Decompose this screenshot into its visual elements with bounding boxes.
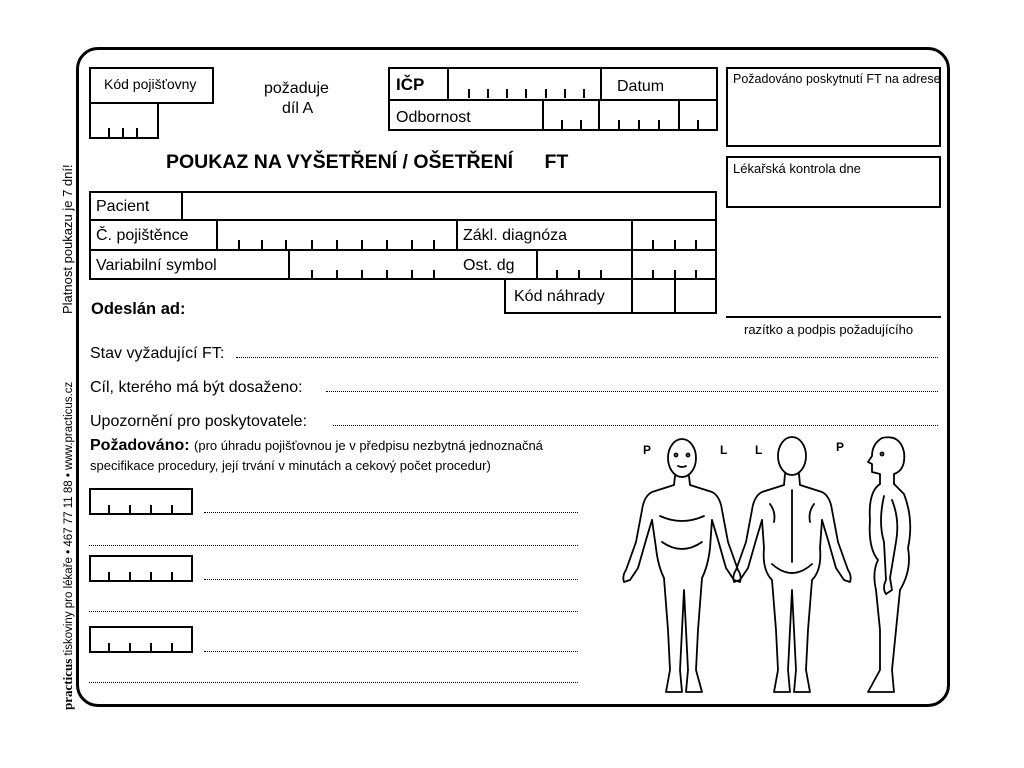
cil-label: Cíl, kterého má být dosaženo:: [90, 379, 303, 396]
tick: [386, 240, 388, 249]
tick: [674, 240, 676, 249]
body-diagram-figures[interactable]: [600, 430, 940, 705]
kod-nahrady-label: Kód náhrady: [514, 288, 605, 305]
procedure-code-input-3[interactable]: [89, 626, 193, 653]
tick: [136, 128, 138, 137]
stav-input[interactable]: [236, 357, 938, 358]
icp-label: IČP: [396, 75, 425, 94]
ost-dg-input[interactable]: [538, 251, 630, 278]
tick: [108, 572, 110, 581]
dil-a-text: díl A: [282, 100, 314, 117]
ost-dg-label: Ost. dg: [463, 257, 515, 274]
control-date-label: Lékařská kontrola dne: [733, 161, 861, 176]
tick: [695, 240, 697, 249]
back-side-l-label: L: [755, 443, 763, 457]
odeslan-ad-label: Odeslán ad:: [91, 300, 186, 318]
tick: [129, 505, 131, 514]
publisher-info: practicus tiskoviny pro lékaře • 467 77 11 88 • www.practicus.cz: [60, 381, 75, 710]
cil-input[interactable]: [326, 391, 938, 392]
kod-pojistovny-input[interactable]: [89, 102, 159, 139]
tick: [583, 89, 585, 98]
tick: [652, 240, 654, 249]
divider: [600, 67, 602, 100]
front-side-p-label: P: [643, 443, 652, 457]
tick: [261, 240, 263, 249]
icp-input[interactable]: [449, 69, 599, 98]
tick: [171, 505, 173, 514]
variabilni-symbol-label: Variabilní symbol: [96, 257, 217, 274]
tick: [336, 270, 338, 279]
tick: [311, 240, 313, 249]
tick: [658, 120, 660, 129]
pacient-label: Pacient: [96, 198, 150, 215]
kod-nahrady-input-1[interactable]: [633, 280, 673, 312]
tick: [150, 572, 152, 581]
kod-nahrady-input-2[interactable]: [676, 280, 715, 312]
pozadovano-note: specifikace procedury, její trvání v minutách a cekový počet procedur): [90, 458, 491, 473]
odbornost-label: Odbornost: [396, 109, 471, 126]
tick: [411, 270, 413, 279]
tick: [580, 120, 582, 129]
tick: [108, 505, 110, 514]
tick: [129, 572, 131, 581]
upozorneni-label: Upozornění pro poskytovatele:: [90, 413, 308, 430]
procedure-code-input-1[interactable]: [89, 488, 193, 515]
tick: [285, 240, 287, 249]
tick: [468, 89, 470, 98]
stamp-label: razítko a podpis požadujícího: [744, 322, 914, 337]
procedure-desc-input-1[interactable]: [204, 512, 578, 513]
zakl-diagnoza-label: Zákl. diagnóza: [463, 227, 568, 244]
kod-pojistovny-label: Kód pojišťovny: [104, 76, 197, 92]
procedure-desc-cont-3[interactable]: [89, 682, 578, 683]
pozaduje-text: požaduje: [264, 80, 329, 97]
tick: [487, 89, 489, 98]
tick: [545, 89, 547, 98]
tick: [506, 89, 508, 98]
tick: [386, 270, 388, 279]
tick: [697, 120, 699, 129]
tick: [618, 120, 620, 129]
tick: [122, 128, 124, 137]
tick: [433, 240, 435, 249]
pozadovano-heading: Požadováno: (pro úhradu pojišťovnou je v předpisu nezbytná jednoznačná: [90, 437, 543, 454]
tick: [129, 643, 131, 652]
tick: [525, 89, 527, 98]
validity-note: Platnost poukazu je 7 dní!: [60, 164, 75, 314]
procedure-desc-input-3[interactable]: [204, 651, 578, 652]
tick: [638, 120, 640, 129]
tick: [108, 643, 110, 652]
address-request-label: Požadováno poskytnutí FT na adrese: [733, 72, 941, 86]
procedure-desc-cont-1[interactable]: [89, 545, 578, 546]
tick: [311, 270, 313, 279]
tick: [361, 240, 363, 249]
variabilni-symbol-input[interactable]: [290, 251, 454, 278]
stav-label: Stav vyžadující FT:: [90, 345, 225, 362]
pacient-input[interactable]: [183, 193, 715, 218]
odbornost-input[interactable]: [544, 101, 716, 129]
procedure-desc-input-2[interactable]: [204, 579, 578, 580]
front-body-figure[interactable]: [623, 439, 740, 692]
tick: [108, 128, 110, 137]
brand-logo: practicus: [60, 658, 75, 710]
tick: [411, 240, 413, 249]
stamp-line: [726, 316, 941, 318]
back-body-figure[interactable]: [733, 437, 850, 692]
tick: [171, 643, 173, 652]
cislo-pojistence-label: Č. pojištěnce: [96, 227, 189, 244]
tick: [238, 240, 240, 249]
upozorneni-input[interactable]: [333, 425, 938, 426]
tick: [336, 240, 338, 249]
divider: [456, 219, 458, 250]
tick: [171, 572, 173, 581]
tick: [564, 89, 566, 98]
tick: [361, 270, 363, 279]
procedure-code-input-2[interactable]: [89, 555, 193, 582]
tick: [561, 120, 563, 129]
datum-label: Datum: [617, 78, 665, 95]
side-view-p-label: P: [836, 440, 845, 454]
side-body-figure[interactable]: [868, 437, 910, 692]
form-title: POUKAZ NA VYŠETŘENÍ / OŠETŘENÍ FT: [166, 151, 569, 173]
front-side-l-label: L: [720, 443, 728, 457]
tick: [150, 643, 152, 652]
procedure-desc-cont-2[interactable]: [89, 611, 578, 612]
tick: [433, 270, 435, 279]
tick: [150, 505, 152, 514]
